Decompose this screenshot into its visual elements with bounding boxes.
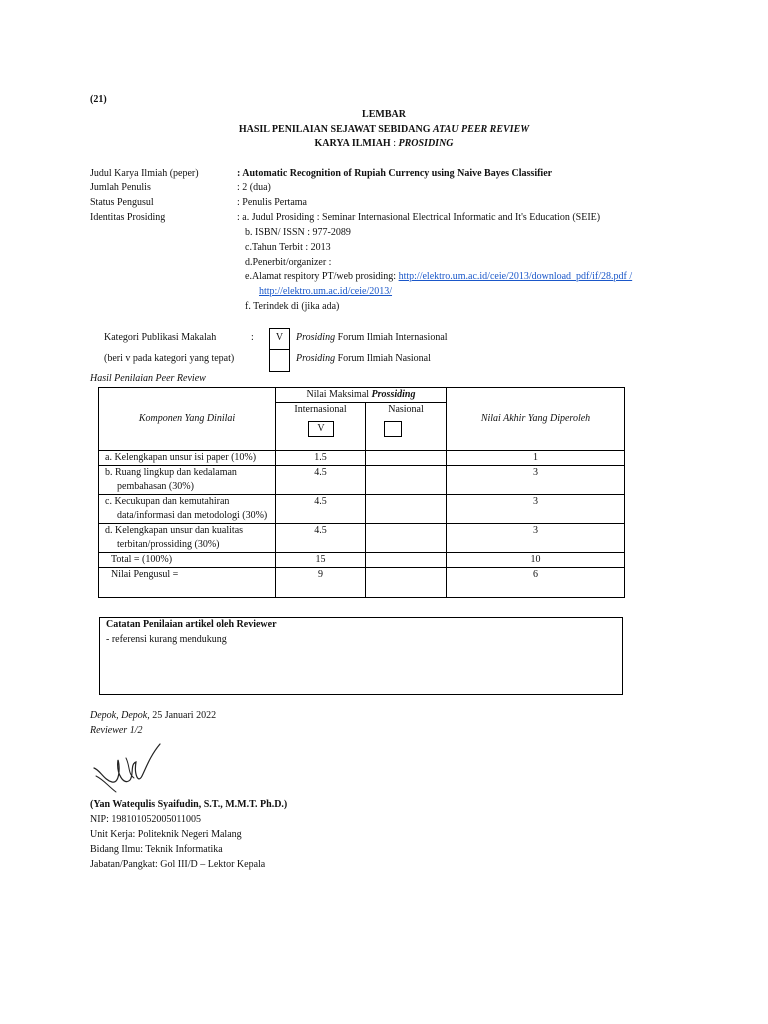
row-label-line1: d. Kelengkapan unsur dan kualitas bbox=[105, 525, 244, 536]
reviewer-bidang-ilmu: Bidang Ilmu: Teknik Informatika bbox=[90, 844, 223, 855]
kategori-option-nasional-italic: Prosiding bbox=[296, 353, 336, 364]
catatan-title: Catatan Penilaian artikel oleh Reviewer bbox=[106, 619, 277, 630]
row-nilai-akhir: 6 bbox=[447, 568, 625, 598]
internasional-checkbox-wrap bbox=[282, 417, 359, 437]
header-title-karya bbox=[0, 138, 768, 151]
reviewer-unit-kerja: Unit Kerja: Politeknik Negeri Malang bbox=[90, 829, 242, 840]
kategori-label: Kategori Publikasi Makalah bbox=[104, 332, 217, 343]
table-row-total bbox=[99, 553, 625, 568]
reviewer-name: (Yan Watequlis Syaifudin, S.T., M.M.T. Ph.D.) bbox=[90, 799, 288, 810]
row-nasional bbox=[366, 495, 447, 524]
header-hasil-text: HASIL PENILAIAN SEJAWAT SEBIDANG bbox=[238, 124, 433, 135]
row-internasional: 4.5 bbox=[276, 495, 366, 524]
reviewer-nip: NIP: 198101052005011005 bbox=[90, 814, 202, 825]
row-nasional bbox=[366, 553, 447, 568]
identitas-isbn: b. ISBN/ ISSN : 977-2089 bbox=[245, 227, 351, 238]
jumlah-penulis-value: : 2 (dua) bbox=[237, 182, 271, 193]
signature-image bbox=[90, 740, 170, 795]
kategori-option-internasional-italic: Prosiding bbox=[296, 332, 336, 343]
header-karya-separator: : bbox=[390, 138, 399, 149]
row-nilai-akhir: 3 bbox=[447, 495, 625, 524]
internasional-label: Internasional bbox=[294, 404, 347, 415]
row-label bbox=[99, 495, 276, 524]
row-label bbox=[99, 466, 276, 495]
kategori-hint: (beri v pada kategori yang tepat) bbox=[104, 353, 235, 364]
nilai-akhir-header: Nilai Akhir Yang Diperoleh bbox=[447, 388, 625, 451]
table-row bbox=[99, 451, 625, 466]
kategori-option-nasional bbox=[296, 353, 431, 366]
row-nasional bbox=[366, 524, 447, 553]
kategori-option-nasional-text: Forum Ilmiah Nasional bbox=[335, 353, 431, 364]
row-label-line2: terbitan/prossiding (30%) bbox=[117, 539, 220, 550]
jumlah-penulis-label: Jumlah Penulis bbox=[90, 182, 151, 193]
row-nilai-akhir: 3 bbox=[447, 524, 625, 553]
nasional-checkbox[interactable] bbox=[384, 421, 402, 437]
row-nasional bbox=[366, 568, 447, 598]
identitas-tahun-terbit: c.Tahun Terbit : 2013 bbox=[245, 242, 331, 253]
row-internasional: 9 bbox=[276, 568, 366, 598]
komponen-header: Komponen Yang Dinilai bbox=[99, 388, 276, 451]
identitas-alamat bbox=[245, 271, 632, 284]
checkbox-internasional[interactable] bbox=[269, 328, 290, 350]
table-header-row bbox=[99, 388, 625, 403]
kategori-option-internasional-text: Forum Ilmiah Internasional bbox=[335, 332, 448, 343]
prosiding-pdf-link[interactable]: http://elektro.um.ac.id/ceie/2013/download_pdf/if/28.pdf / bbox=[398, 271, 633, 282]
nasional-label: Nasional bbox=[388, 404, 424, 415]
checkbox-nasional[interactable] bbox=[269, 349, 290, 372]
internasional-header bbox=[276, 403, 366, 451]
prosiding-site-link[interactable]: http://elektro.um.ac.id/ceie/2013/ bbox=[259, 286, 393, 297]
identitas-penerbit: d.Penerbit/organizer : bbox=[245, 257, 332, 268]
header-title-lembar: LEMBAR bbox=[362, 109, 406, 120]
row-label-line1: b. Ruang lingkup dan kedalaman bbox=[105, 467, 237, 478]
table-row bbox=[99, 466, 625, 495]
table-row bbox=[99, 524, 625, 553]
row-label-line1: c. Kecukupan dan kemutahiran bbox=[105, 496, 230, 507]
reviewer-label: Reviewer 1/2 bbox=[90, 725, 143, 736]
place-date bbox=[90, 710, 216, 723]
status-pengusul-label: Status Pengusul bbox=[90, 197, 154, 208]
nilai-maksimal-prossiding: Prossiding bbox=[371, 389, 416, 400]
reviewer-jabatan: Jabatan/Pangkat: Gol III/D – Lektor Kepala bbox=[90, 859, 266, 870]
row-nilai-akhir: 3 bbox=[447, 466, 625, 495]
identitas-alamat-label: e.Alamat respitory PT/web prosiding: bbox=[245, 271, 399, 282]
nilai-maksimal-header bbox=[276, 388, 447, 403]
date-text: 25 Januari 2022 bbox=[149, 710, 217, 721]
kategori-option-internasional bbox=[296, 332, 448, 345]
internasional-checkbox[interactable]: V bbox=[308, 421, 334, 437]
catatan-box bbox=[99, 617, 623, 695]
header-karya-text: KARYA ILMIAH bbox=[314, 138, 391, 149]
hasil-penilaian-title: Hasil Penilaian Peer Review bbox=[90, 373, 206, 384]
row-internasional: 4.5 bbox=[276, 524, 366, 553]
catatan-body: - referensi kurang mendukung bbox=[106, 634, 227, 645]
document-number: (21) bbox=[90, 94, 107, 105]
kategori-colon: : bbox=[251, 332, 254, 343]
checkbox-internasional-mark: V bbox=[275, 332, 284, 343]
identitas-judul-prosiding: : a. Judul Prosiding : Seminar Internasional Electrical Informatic and It's Education (SEIE) bbox=[237, 212, 601, 223]
row-label-line2: data/informasi dan metodologi (30%) bbox=[117, 510, 268, 521]
score-table bbox=[98, 387, 625, 598]
table-row-pengusul bbox=[99, 568, 625, 598]
status-pengusul-value: : Penulis Pertama bbox=[237, 197, 307, 208]
row-label-line1: a. Kelengkapan unsur isi paper (10%) bbox=[105, 452, 257, 463]
judul-label: Judul Karya Ilmiah (peper) bbox=[90, 168, 199, 179]
row-label bbox=[99, 451, 276, 466]
judul-value: : Automatic Recognition of Rupiah Currency using Naive Bayes Classifier bbox=[237, 168, 553, 179]
row-internasional: 4.5 bbox=[276, 466, 366, 495]
nasional-checkbox-wrap bbox=[372, 417, 440, 437]
header-title-hasil bbox=[0, 124, 768, 137]
row-label-line2: pembahasan (30%) bbox=[117, 481, 194, 492]
table-row bbox=[99, 495, 625, 524]
header-peer-review-text: ATAU PEER REVIEW bbox=[432, 124, 530, 135]
row-internasional: 15 bbox=[276, 553, 366, 568]
row-nilai-akhir: 10 bbox=[447, 553, 625, 568]
identitas-terindek: f. Terindek di (jika ada) bbox=[245, 301, 340, 312]
nilai-maksimal-text: Nilai Maksimal bbox=[306, 389, 372, 400]
row-nasional bbox=[366, 466, 447, 495]
row-label bbox=[99, 524, 276, 553]
nasional-header bbox=[366, 403, 447, 451]
header-prosiding-text: PROSIDING bbox=[398, 138, 454, 149]
row-nasional bbox=[366, 451, 447, 466]
identitas-prosiding-label: Identitas Prosiding bbox=[90, 212, 166, 223]
row-label: Total = (100%) bbox=[99, 553, 276, 568]
identitas-alamat-line2 bbox=[259, 286, 392, 299]
row-label: Nilai Pengusul = bbox=[99, 568, 276, 598]
row-internasional: 1.5 bbox=[276, 451, 366, 466]
place-text: Depok, Depok, bbox=[90, 710, 150, 721]
row-nilai-akhir: 1 bbox=[447, 451, 625, 466]
